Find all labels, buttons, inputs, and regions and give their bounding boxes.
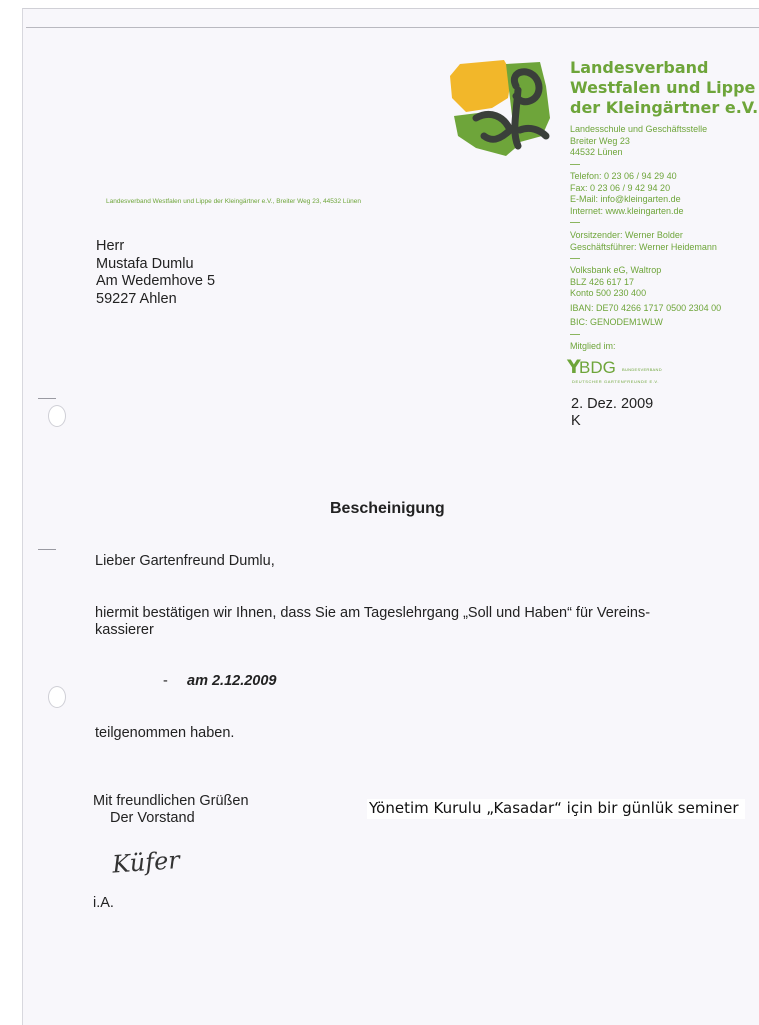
- recipient-line: Herr: [96, 238, 125, 254]
- ia-label: i.A.: [93, 895, 114, 911]
- info-line: Volksbank eG, Waltrop: [570, 265, 662, 275]
- member-label: Mitglied im:: [570, 341, 616, 351]
- translation-annotation: Yönetim Kurulu „Kasadar“ için bir günlük seminer: [367, 799, 745, 819]
- kleingarten-logo: [446, 56, 554, 158]
- info-line: 44532 Lünen: [570, 147, 623, 157]
- info-line: BIC: GENODEM1WLW: [570, 317, 663, 327]
- bdg-logo-text: BDG: [579, 358, 616, 377]
- punch-hole: [48, 405, 66, 427]
- document-title: Bescheinigung: [330, 500, 445, 517]
- contact-block: [570, 171, 684, 217]
- separator: [570, 222, 580, 223]
- top-edge-line: [26, 27, 759, 28]
- email: E-Mail: info@kleingarten.de: [570, 194, 681, 204]
- fold-mark: [38, 549, 56, 550]
- closing-sender: Der Vorstand: [110, 810, 195, 826]
- info-line: BLZ 426 617 17: [570, 276, 635, 287]
- info-line: Landesschule und Geschäftsstelle: [570, 124, 708, 134]
- organization-name: [570, 58, 758, 118]
- reference: K: [571, 413, 581, 429]
- salutation: Lieber Gartenfreund Dumlu,: [95, 553, 275, 569]
- fold-mark: [38, 398, 56, 399]
- body-line: hiermit bestätigen wir Ihnen, dass Sie am Tageslehrgang „Soll und Haben“ für Vereins-: [95, 605, 651, 621]
- letter-date: 2. Dez. 2009: [571, 396, 654, 412]
- org-line: Westfalen und Lippe: [570, 78, 756, 97]
- signature: [110, 838, 190, 880]
- recipient-line: Mustafa Dumlu: [96, 255, 194, 272]
- recipient-line: 59227 Ahlen: [96, 290, 177, 307]
- separator: [570, 334, 580, 335]
- separator: [570, 258, 580, 259]
- website: Internet: www.kleingarten.de: [570, 205, 684, 216]
- info-line: IBAN: DE70 4266 1717 0500 2304 00: [570, 302, 722, 313]
- body-line: kassierer: [95, 622, 154, 638]
- svg-text:Küfer: Küfer: [111, 845, 181, 879]
- recipient-line: Am Wedemhove 5: [96, 273, 216, 289]
- info-line: Geschäftsführer: Werner Heidemann: [570, 241, 717, 252]
- org-line: der Kleingärtner e.V.: [570, 98, 759, 117]
- bdg-small: BUNDESVERBAND: [622, 367, 662, 372]
- recipient-address: [96, 238, 215, 308]
- info-line: Konto 500 230 400: [570, 288, 647, 298]
- closing-greeting: Mit freundlichen Grüßen: [93, 793, 249, 809]
- bank-block: [570, 265, 721, 329]
- fax: Fax: 0 23 06 / 9 42 94 20: [570, 182, 671, 193]
- info-line: Vorsitzender: Werner Bolder: [570, 230, 683, 240]
- course-date: am 2.12.2009: [187, 673, 277, 689]
- bdg-leaf-icon: Y: [567, 356, 581, 378]
- org-line: Landesverband: [570, 58, 709, 77]
- phone: Telefon: 0 23 06 / 94 29 40: [570, 171, 677, 181]
- office-address: [570, 124, 707, 159]
- date-block: [571, 396, 653, 430]
- bdg-sub: DEUTSCHER GARTENFREUNDE E.V.: [572, 379, 660, 384]
- separator: [570, 164, 580, 165]
- body-line: teilgenommen haben.: [95, 725, 235, 741]
- list-dash: -: [163, 673, 168, 689]
- officers-block: [570, 230, 717, 253]
- punch-hole: [48, 686, 66, 708]
- info-line: Breiter Weg 23: [570, 135, 630, 146]
- sender-line: Landesverband Westfalen und Lippe der Kleingärtner e.V., Breiter Weg 23, 44532 Lünen: [106, 198, 362, 205]
